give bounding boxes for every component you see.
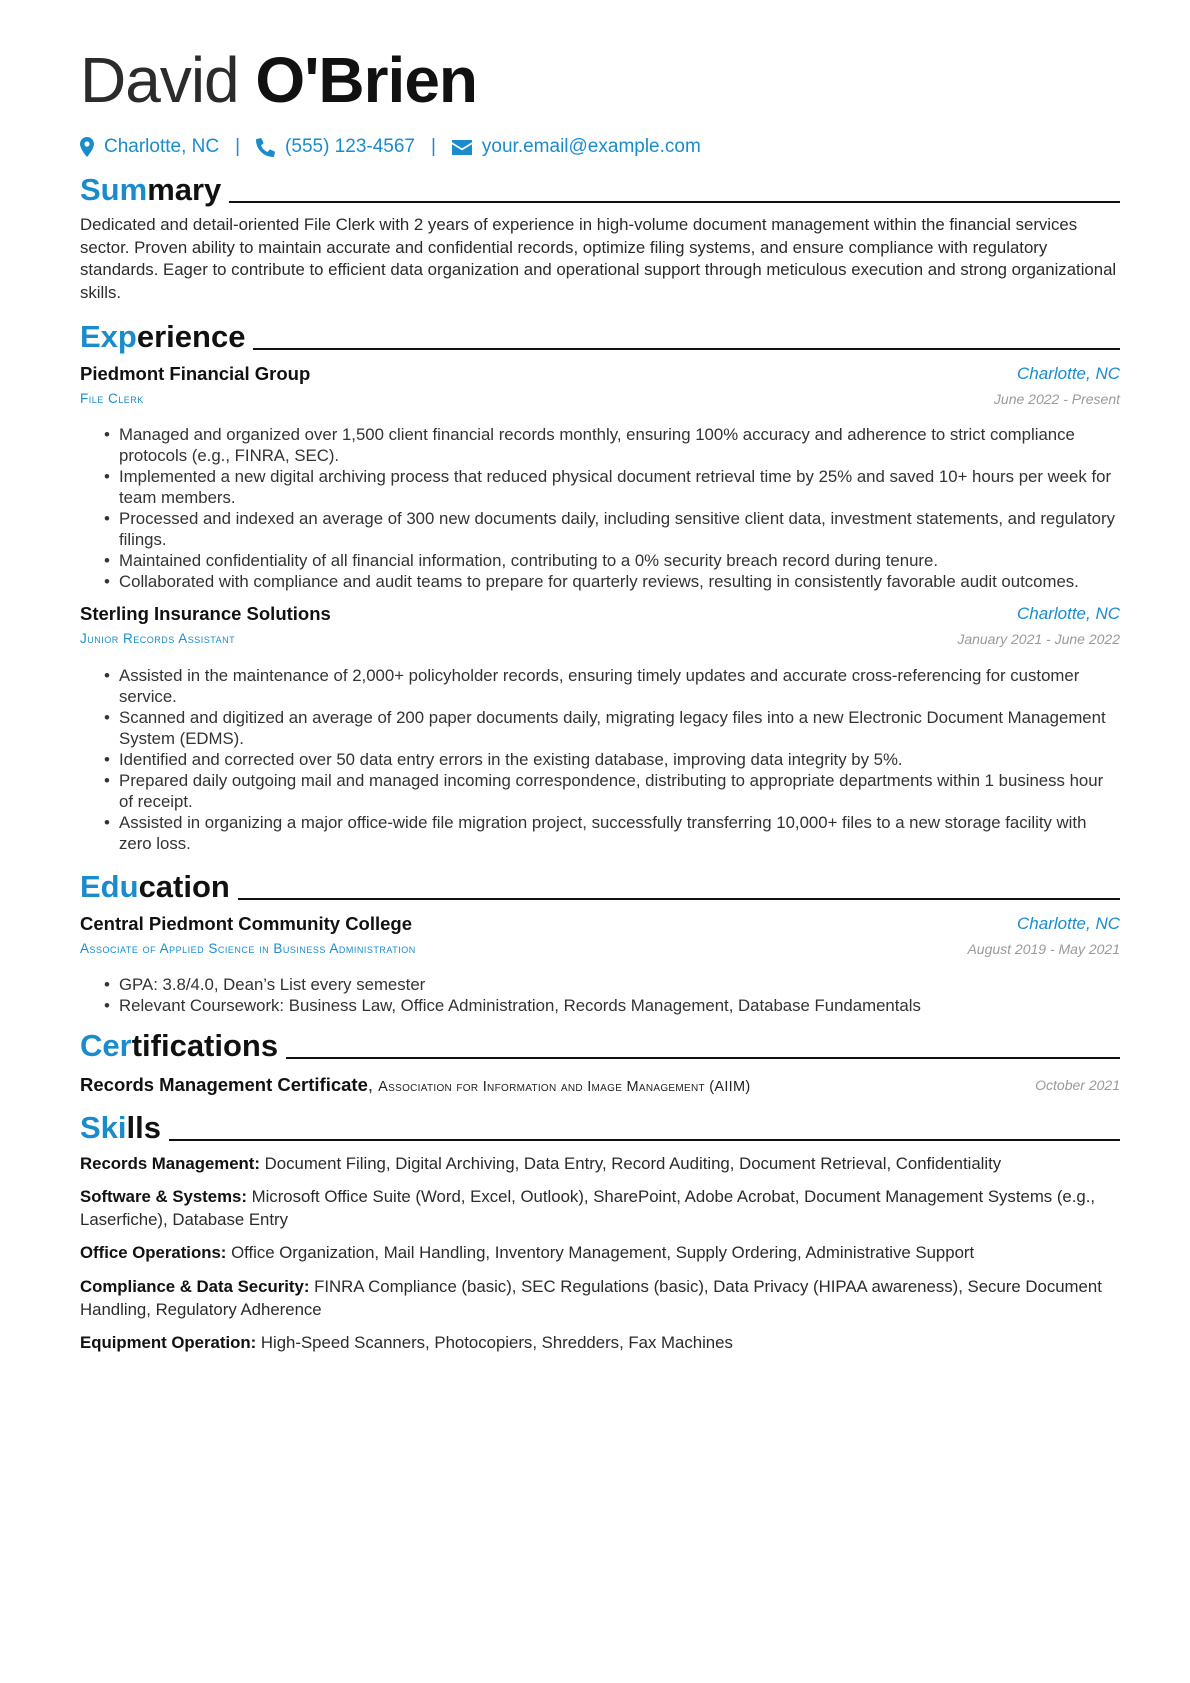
list-item: • Maintained confidentiality of all financial information, contributing to a 0% security breach record during tenure.: [104, 550, 1116, 571]
skill-list: Microsoft Office Suite (Word, Excel, Outlook), SharePoint, Adobe Acrobat, Document Management Systems (e.g., Laserfiche), Database Entry: [80, 1187, 1096, 1229]
last-name: O'Brien: [255, 44, 477, 116]
skill-category: Office Operations:: [80, 1243, 227, 1262]
list-item: • Prepared daily outgoing mail and managed incoming correspondence, distributing to appropriate departments within 1 business hour of receipt.: [104, 770, 1116, 812]
first-name: David: [80, 44, 239, 116]
skill-category: Compliance & Data Security:: [80, 1277, 310, 1296]
list-item: • Identified and corrected over 50 data entry errors in the existing database, improving data integrity by 5%.: [104, 749, 1116, 770]
list-item: • Processed and indexed an average of 300 new documents daily, including sensitive client data, investment statements, and regulatory filings.: [104, 508, 1116, 550]
skill-list: High-Speed Scanners, Photocopiers, Shredders, Fax Machines: [256, 1333, 733, 1352]
certification-separator: ,: [367, 1074, 379, 1095]
heading-rule: [286, 1057, 1120, 1059]
heading-rule: [229, 201, 1120, 203]
phone-icon: [256, 138, 275, 157]
contact-location: [80, 136, 219, 158]
heading-rule: [169, 1139, 1120, 1141]
list-item: • Managed and organized over 1,500 client financial records monthly, ensuring 100% accuracy and adherence to strict compliance protocols (e.g., FINRA, SEC).: [104, 424, 1116, 466]
list-item: • Relevant Coursework: Business Law, Office Administration, Records Management, Database Fundamentals: [104, 995, 1116, 1016]
job-title: Junior Records Assistant: [80, 631, 236, 646]
list-item: • Collaborated with compliance and audit teams to prepare for quarterly reviews, resulting in consistently favorable audit outcomes.: [104, 571, 1116, 592]
candidate-name: [80, 42, 477, 118]
skill-list: Office Organization, Mail Handling, Inventory Management, Supply Ordering, Administrative Support: [226, 1243, 975, 1262]
job-title: File Clerk: [80, 391, 144, 406]
section-heading-experience: Experience: [80, 315, 1120, 355]
map-pin-icon: [80, 137, 94, 157]
section-heading-certifications: Certifications: [80, 1024, 1120, 1064]
job-dates: January 2021 - June 2022: [957, 631, 1120, 647]
degree-name: Associate of Applied Science in Business Administration: [80, 941, 416, 956]
list-item: • Scanned and digitized an average of 200 paper documents daily, migrating legacy files into a new Electronic Document Management System (EDMS).: [104, 707, 1116, 749]
school-name: Central Piedmont Community College: [80, 913, 413, 934]
location-text: Charlotte, NC: [104, 136, 220, 157]
job-location: Charlotte, NC: [1017, 604, 1120, 623]
list-item: • Assisted in the maintenance of 2,000+ policyholder records, ensuring timely updates and accurate cross-referencing for customer service.: [104, 665, 1116, 707]
contact-separator: |: [235, 136, 241, 157]
job-bullets: [104, 424, 1116, 592]
job-location: Charlotte, NC: [1017, 364, 1120, 383]
certification-date: October 2021: [1035, 1077, 1120, 1093]
job-dates: June 2022 - Present: [993, 391, 1120, 407]
skill-category: Records Management:: [80, 1154, 260, 1173]
skill-row: [80, 1276, 1120, 1321]
summary-text: Dedicated and detail-oriented File Clerk with 2 years of experience in high-volume document management within the financial services sector. Proven ability to maintain accurate and confidential records, optimize filing systems, and ensure compliance with regulatory standards. Eager to contribute to efficient data organization and operational support through meticulous execution and strong organizational skills.: [80, 215, 1117, 302]
contact-phone[interactable]: [256, 136, 415, 158]
skill-list: FINRA Compliance (basic), SEC Regulations (basic), Data Privacy (HIPAA awareness), Secure Document Handling, Regulatory Adherence: [80, 1277, 1102, 1319]
email-link: your.email@example.com: [481, 136, 701, 157]
school-location: Charlotte, NC: [1017, 914, 1120, 933]
list-item: • Assisted in organizing a major office-wide file migration project, successfully transferring 10,000+ files to a new storage facility with zero loss.: [104, 812, 1116, 854]
section-heading-education: Education: [80, 865, 1120, 905]
education-dates: August 2019 - May 2021: [967, 941, 1120, 957]
skill-category: Equipment Operation:: [80, 1333, 257, 1352]
skill-row: [80, 1186, 1120, 1231]
skill-row: [80, 1242, 1120, 1265]
contact-separator: |: [430, 136, 436, 157]
job-company: Sterling Insurance Solutions: [80, 603, 331, 624]
phone-text: (555) 123-4567: [285, 136, 415, 157]
list-item: • GPA: 3.8/4.0, Dean’s List every semester: [104, 974, 1116, 995]
skill-row: [80, 1153, 1120, 1176]
job-bullets: [104, 665, 1116, 854]
certification-org: Association for Information and Image Management (AIIM): [378, 1079, 751, 1095]
section-heading-skills: Skills: [80, 1106, 1120, 1146]
education-bullets: [104, 974, 1116, 1016]
job-company: Piedmont Financial Group: [80, 363, 311, 384]
skill-category: Software & Systems:: [80, 1187, 247, 1206]
envelope-icon: [452, 140, 472, 155]
contact-email[interactable]: [452, 136, 701, 158]
heading-rule: [238, 898, 1120, 900]
contact-bar: [80, 133, 701, 161]
certification-name: Records Management Certificate: [80, 1074, 368, 1095]
certification-entry: [80, 1073, 751, 1099]
skill-row: [80, 1332, 1120, 1355]
skill-list: Document Filing, Digital Archiving, Data Entry, Record Auditing, Document Retrieval, Confidentiality: [259, 1154, 1002, 1173]
heading-rule: [253, 348, 1120, 350]
list-item: • Implemented a new digital archiving process that reduced physical document retrieval time by 25% and saved 10+ hours per week for team members.: [104, 466, 1116, 508]
section-heading-summary: Summary: [80, 168, 1120, 208]
